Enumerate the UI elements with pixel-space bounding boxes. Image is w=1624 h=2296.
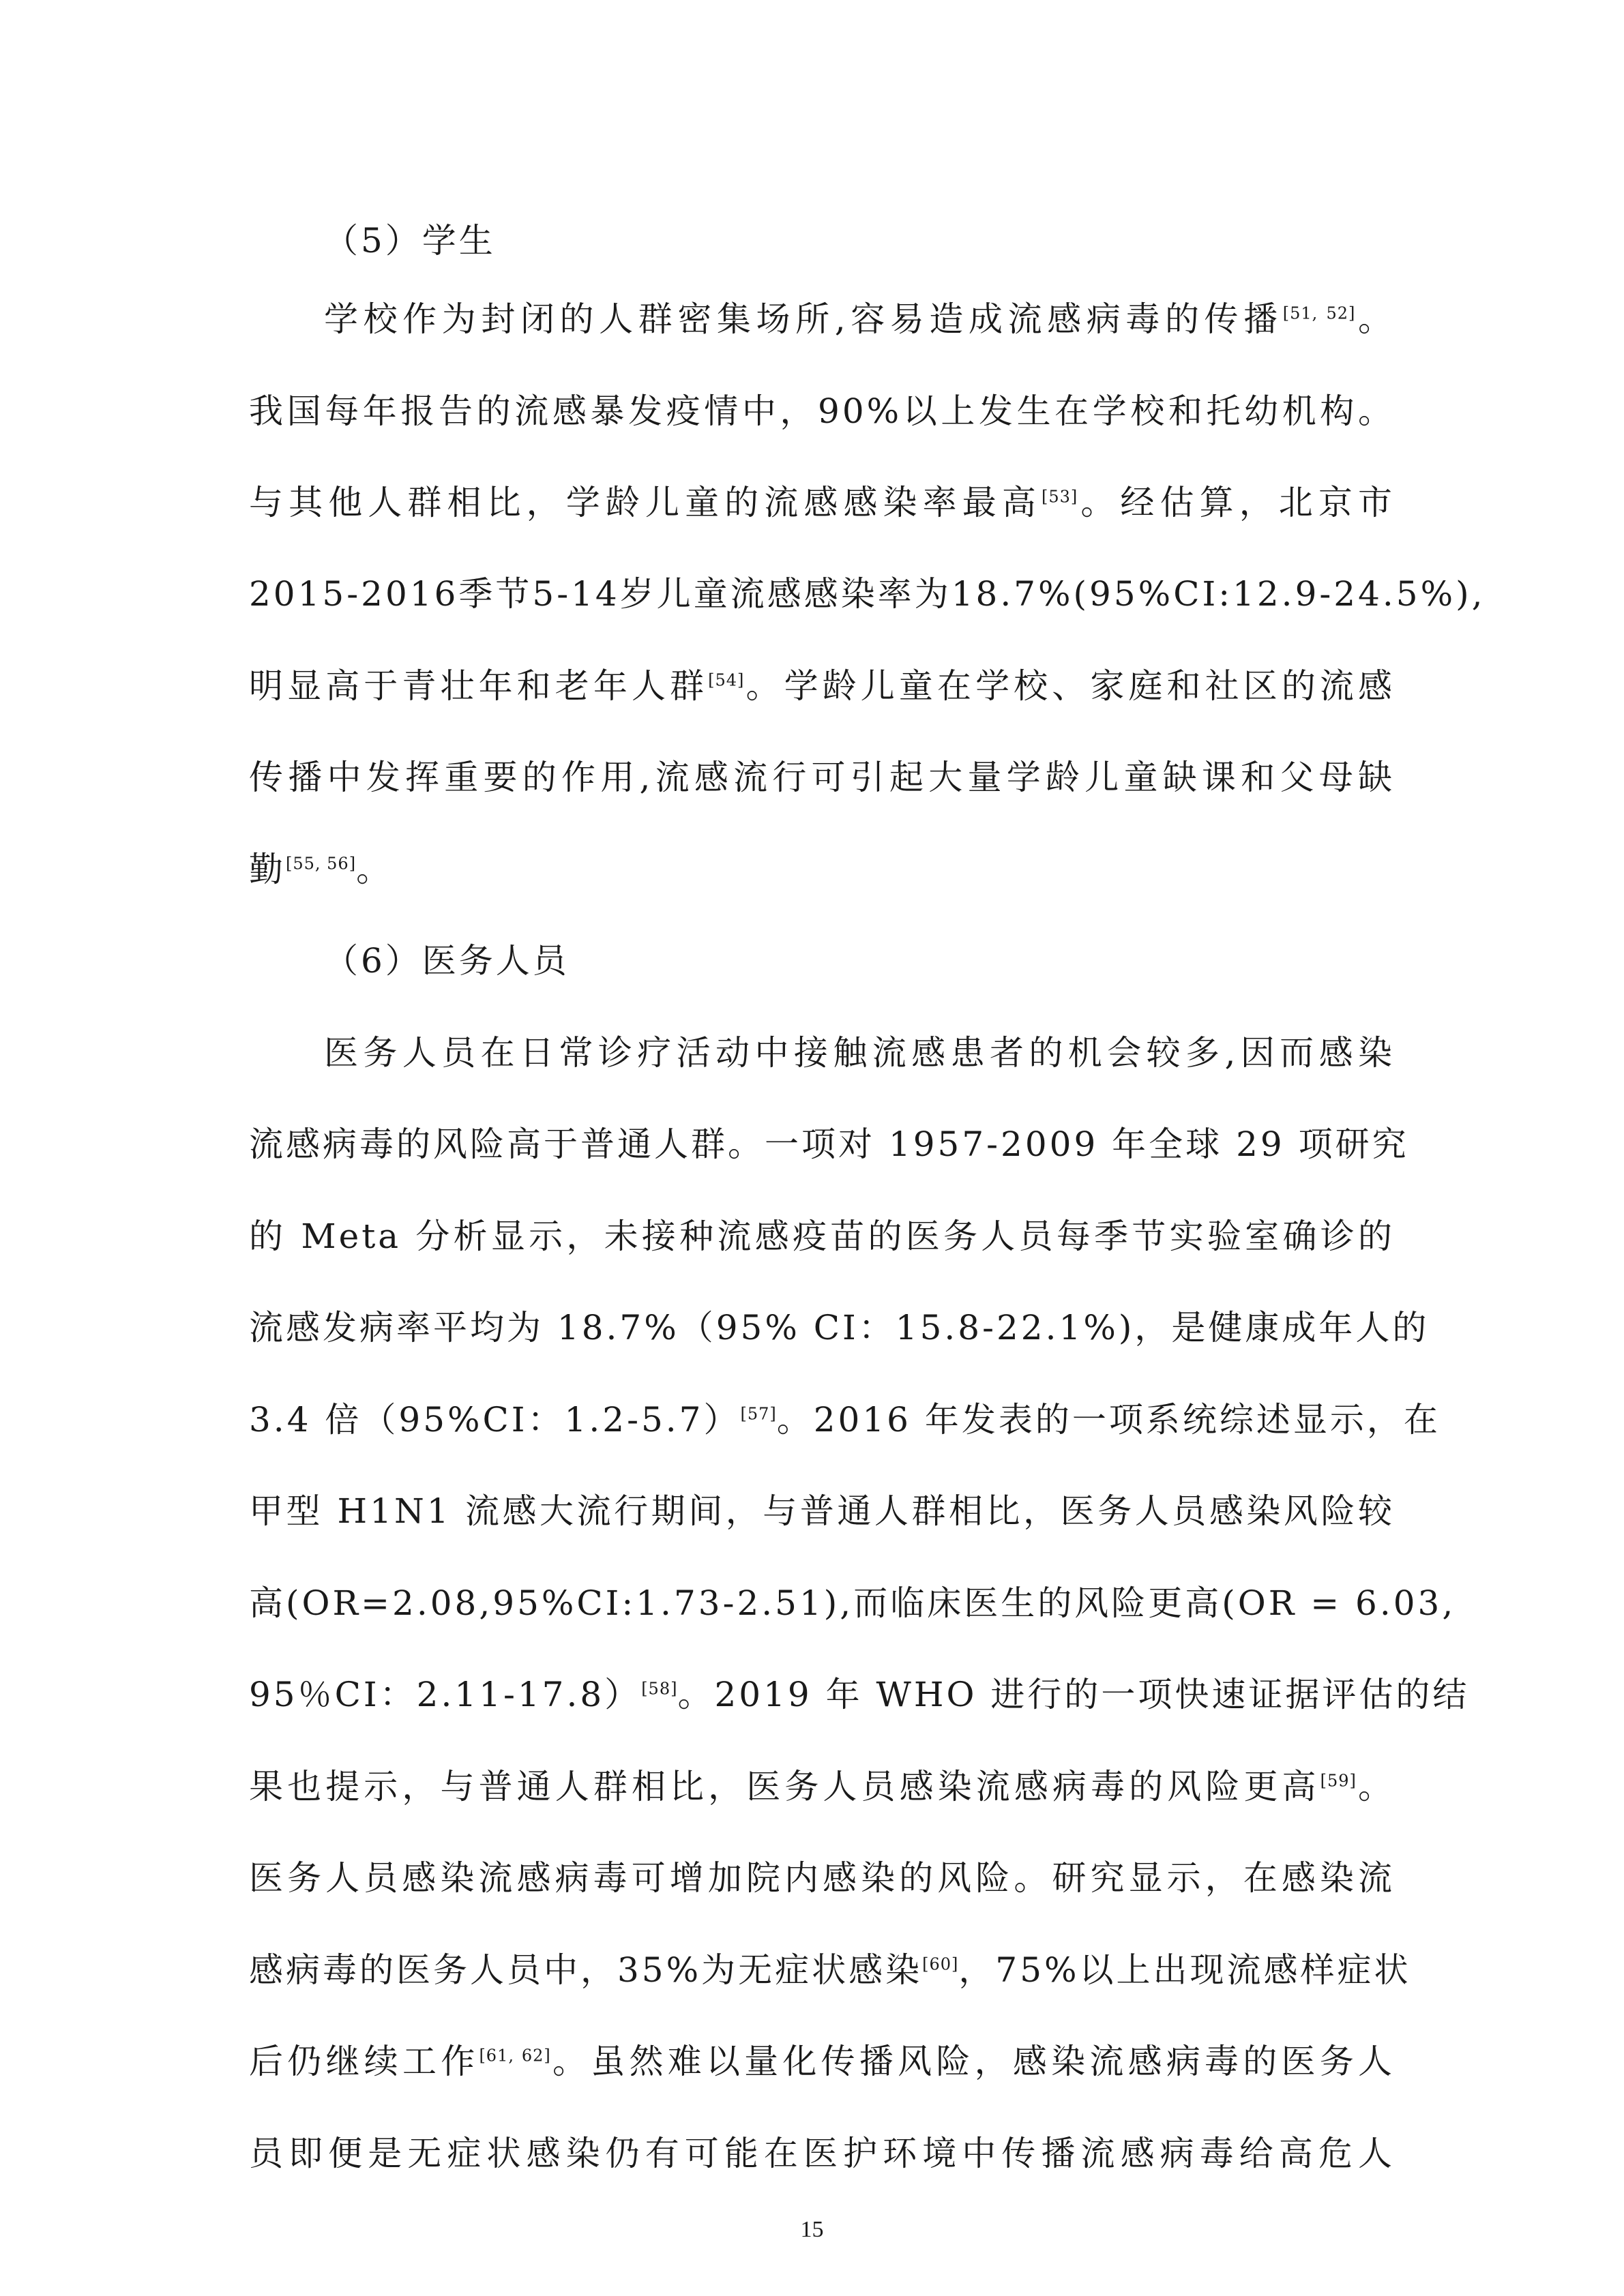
paragraph-line: 果也提示，与普通人群相比，医务人员感染流感病毒的风险更高[59]。 <box>249 1767 1396 1806</box>
paragraph-line: 95％CI：2.11-17.8）[58]。2019 年 WHO 进行的一项快速证据评估的结 <box>249 1675 1470 1714</box>
paragraph-line: 2015-2016季节5-14岁儿童流感感染率为18.7%(95%CI:12.9-24.5%), <box>249 574 1486 614</box>
citation-ref: [54] <box>708 670 745 690</box>
paragraph-line: 与其他人群相比，学龄儿童的流感感染率最高[53]。经估算，北京市 <box>249 483 1395 522</box>
citation-ref: [58] <box>641 1679 678 1699</box>
citation-ref: [61, 62] <box>479 2046 551 2066</box>
paragraph-line: 感病毒的医务人员中，35%为无症状感染[60]，75%以上出现流感样症状 <box>249 1950 1411 1990</box>
paragraph-line: 流感病毒的风险高于普通人群。一项对 1957-2009 年全球 29 项研究 <box>249 1124 1409 1164</box>
citation-ref: [60] <box>922 1954 959 1974</box>
paragraph-line: 的 Meta 分析显示，未接种流感疫苗的医务人员每季节实验室确诊的 <box>249 1217 1395 1256</box>
paragraph-line: 医务人员在日常诊疗活动中接触流感患者的机会较多,因而感染 <box>324 1033 1395 1073</box>
paragraph-line: 员即便是无症状感染仍有可能在医护环境中传播流感病毒给高危人 <box>249 2134 1395 2173</box>
citation-ref: [57] <box>740 1404 777 1424</box>
paragraph-line: 3.4 倍（95%CI：1.2-5.7）[57]。2016 年发表的一项系统综述显示，在 <box>249 1400 1441 1440</box>
paragraph-line: 医务人员感染流感病毒可增加院内感染的风险。研究显示，在感染流 <box>249 1858 1395 1898</box>
page-number: 15 <box>800 2217 824 2242</box>
paragraph-line: 流感发病率平均为 18.7%（95% CI：15.8-22.1%)，是健康成年人的 <box>249 1308 1430 1347</box>
paragraph-line: 后仍继续工作[61, 62]。虽然难以量化传播风险，感染流感病毒的医务人 <box>249 2042 1396 2081</box>
citation-ref: [59] <box>1320 1771 1357 1791</box>
section-heading-medical-staff: （6）医务人员 <box>324 941 570 981</box>
section-heading-students: （5）学生 <box>324 221 496 260</box>
paragraph-line: 高(OR=2.08,95%CI:1.73-2.51),而临床医生的风险更高(OR = 6.03, <box>249 1583 1456 1623</box>
citation-ref: [51, 52] <box>1282 303 1356 323</box>
paragraph-line: 学校作为封闭的人群密集场所,容易造成流感病毒的传播[51, 52]。 <box>324 299 1395 339</box>
citation-ref: [53] <box>1041 487 1078 507</box>
paragraph-line: 我国每年报告的流感暴发疫情中，90%以上发生在学校和托幼机构。 <box>249 391 1395 431</box>
paragraph-line: 勤[55, 56]。 <box>249 850 394 889</box>
paragraph-line: 明显高于青壮年和老年人群[54]。学龄儿童在学校、家庭和社区的流感 <box>249 666 1396 706</box>
citation-ref: [55, 56] <box>286 854 357 874</box>
paragraph-line: 传播中发挥重要的作用,流感流行可引起大量学龄儿童缺课和父母缺 <box>249 758 1395 797</box>
paragraph-line: 甲型 H1N1 流感大流行期间，与普通人群相比，医务人员感染风险较 <box>249 1491 1395 1531</box>
